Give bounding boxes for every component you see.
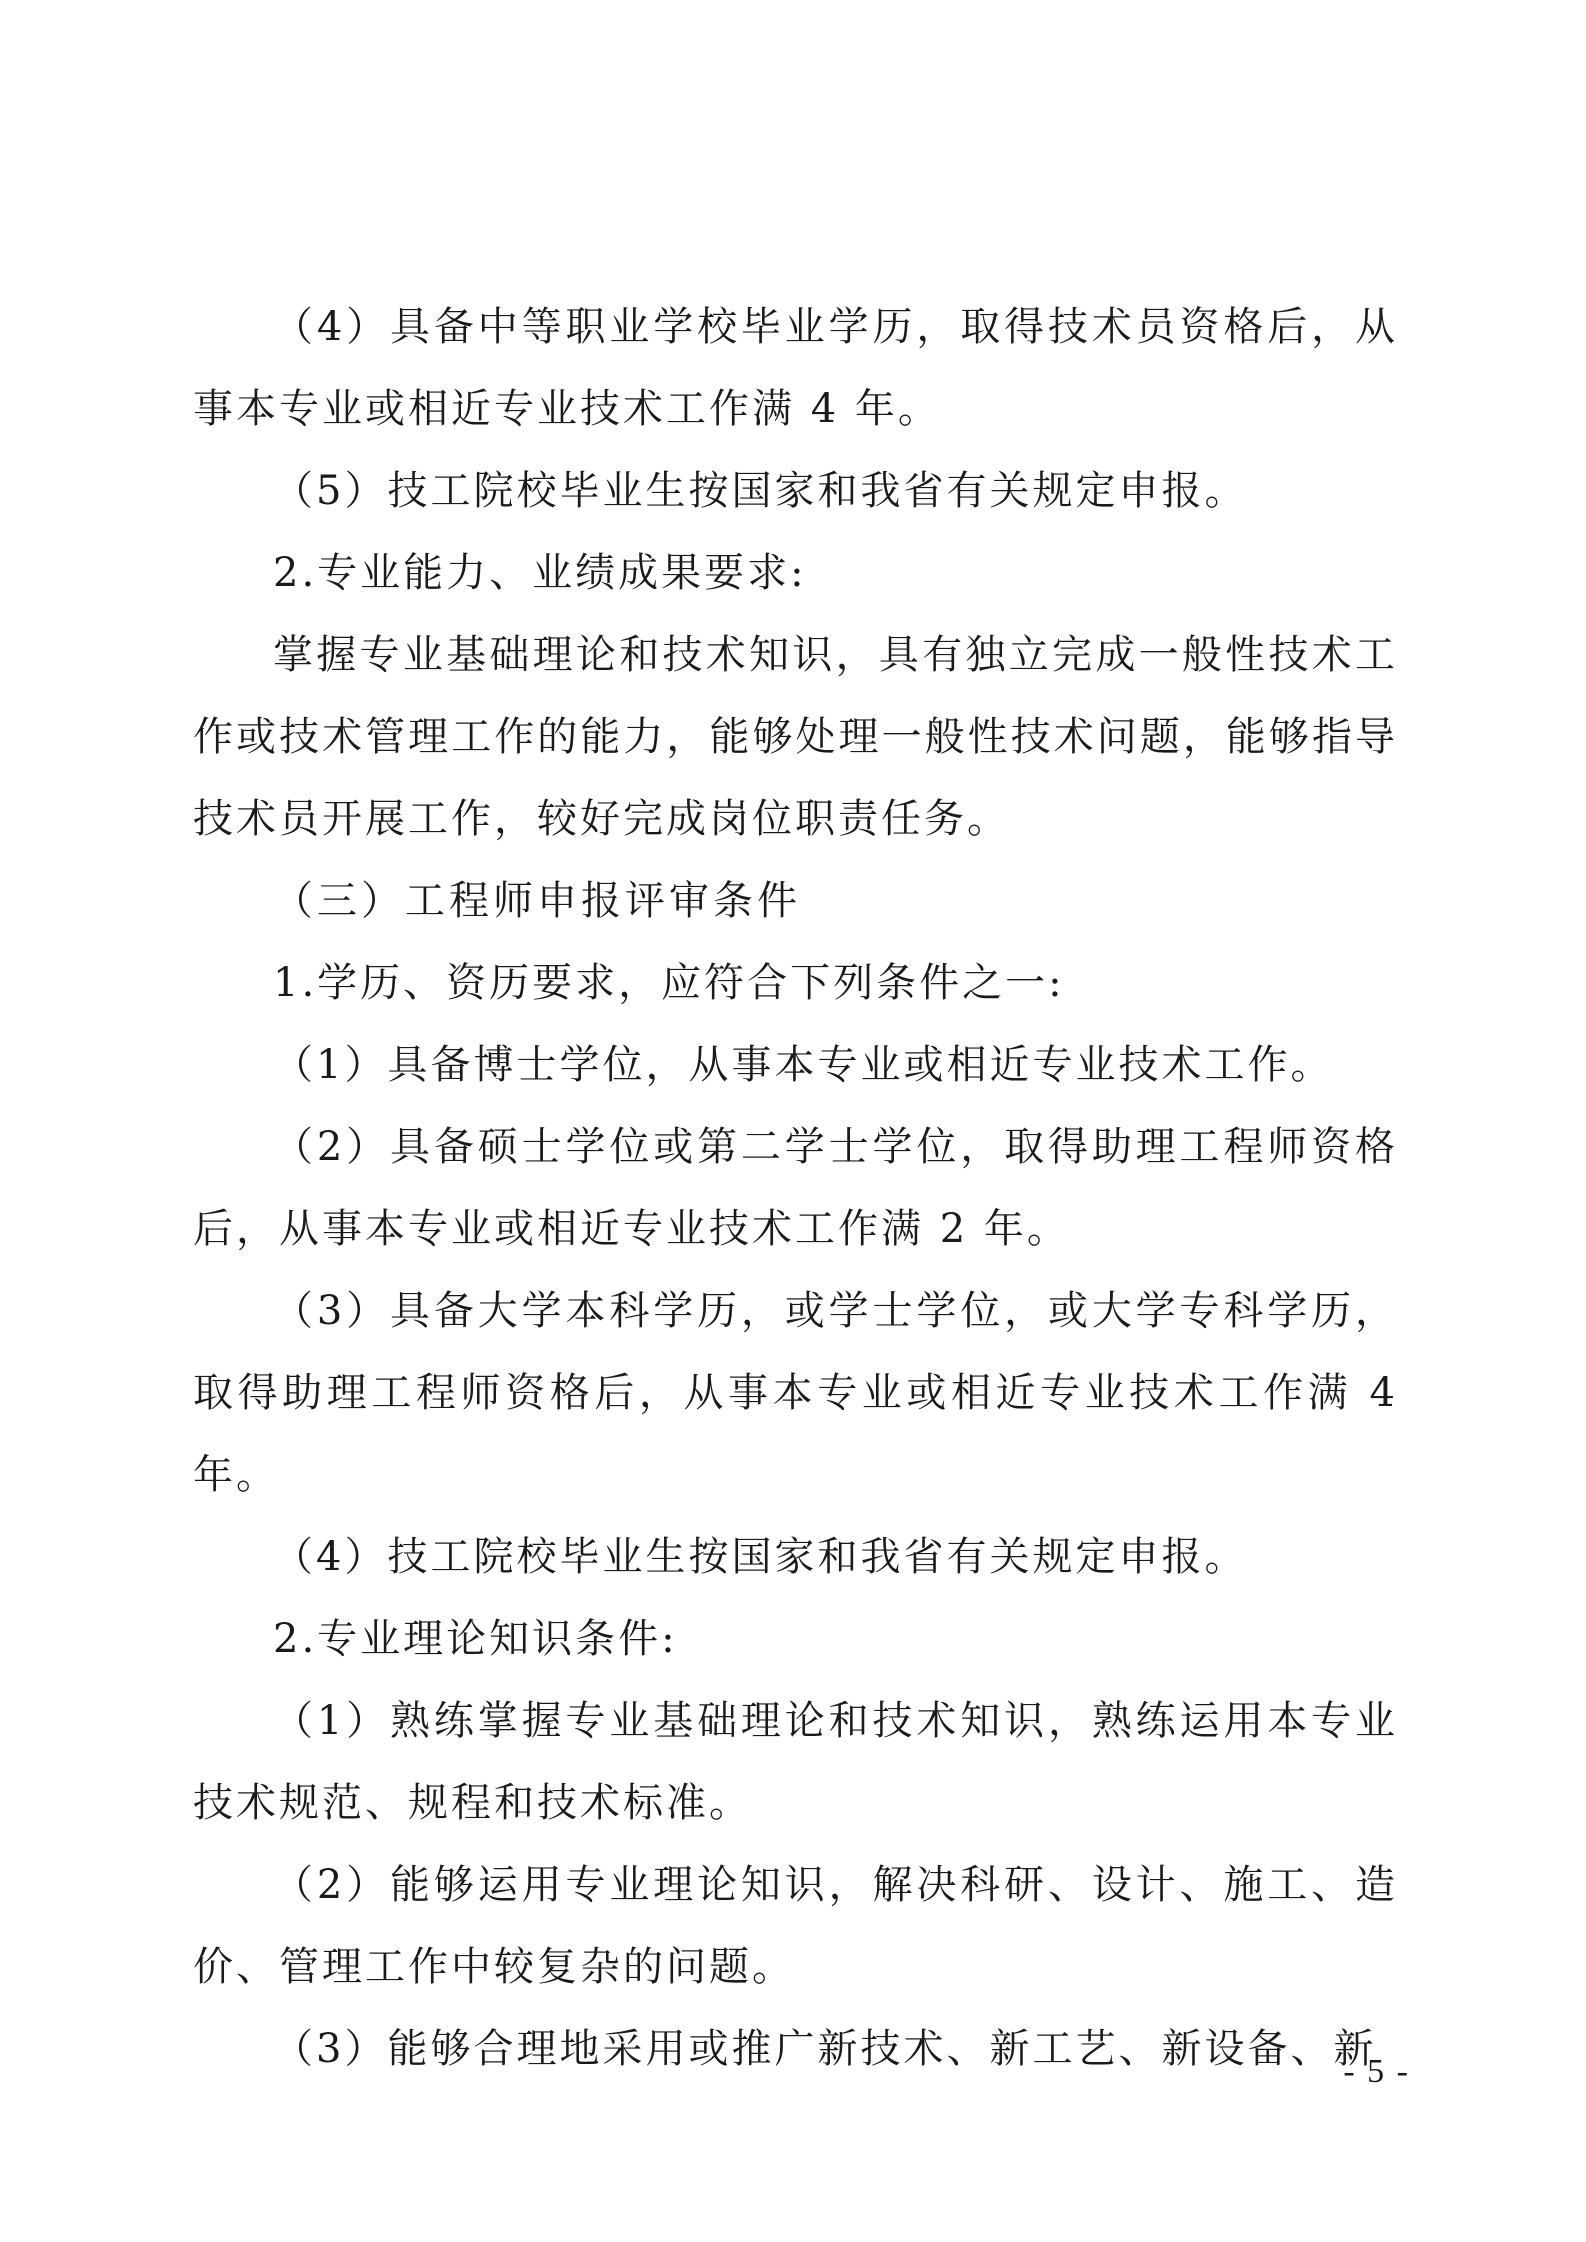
paragraph-masters: （2）具备硕士学位或第二学士学位，取得助理工程师资格后，从事本专业或相近专业技术工作满 2 年。 [193, 1124, 1398, 1252]
paragraph-ability-heading: 2.专业能力、业绩成果要求: [273, 550, 807, 596]
paragraph-ability-description: 掌握专业基础理论和技术知识，具有独立完成一般性技术工作或技术管理工作的能力，能够处理一般性技术问题，能够指导技术员开展工作，较好完成岗位职责任务。 [193, 632, 1398, 842]
paragraph-theory-heading: 2.专业理论知识条件: [273, 1616, 678, 1662]
paragraph-bachelors: （3）具备大学本科学历，或学士学位，或大学专科学历，取得助理工程师资格后，从事本专业或相近专业技术工作满 4 年。 [193, 1288, 1398, 1498]
paragraph-technical-school-engineer: （4）技工院校毕业生按国家和我省有关规定申报。 [273, 1534, 1248, 1580]
paragraph-technical-school-graduates: （5）技工院校毕业生按国家和我省有关规定申报。 [273, 468, 1248, 514]
section-heading-engineer: （三）工程师申报评审条件 [273, 878, 801, 924]
paragraph-theory-application: （2）能够运用专业理论知识，解决科研、设计、施工、造价、管理工作中较复杂的问题。 [193, 1862, 1398, 1990]
body-text [193, 286, 1398, 2090]
paragraph-new-technology: （3）能够合理地采用或推广新技术、新工艺、新设备、新 [273, 2026, 1377, 2072]
paragraph-education-heading: 1.学历、资历要求，应符合下列条件之一: [273, 960, 1065, 1006]
paragraph-doctorate: （1）具备博士学位，从事本专业或相近专业技术工作。 [273, 1042, 1334, 1088]
paragraph-theory-mastery: （1）熟练掌握专业基础理论和技术知识，熟练运用本专业技术规范、规程和技术标准。 [193, 1698, 1398, 1826]
paragraph-secondary-school-requirement: （4）具备中等职业学校毕业学历，取得技术员资格后，从事本专业或相近专业技术工作满 4 年。 [193, 304, 1398, 432]
page-number: - 5 - [1343, 2053, 1410, 2090]
